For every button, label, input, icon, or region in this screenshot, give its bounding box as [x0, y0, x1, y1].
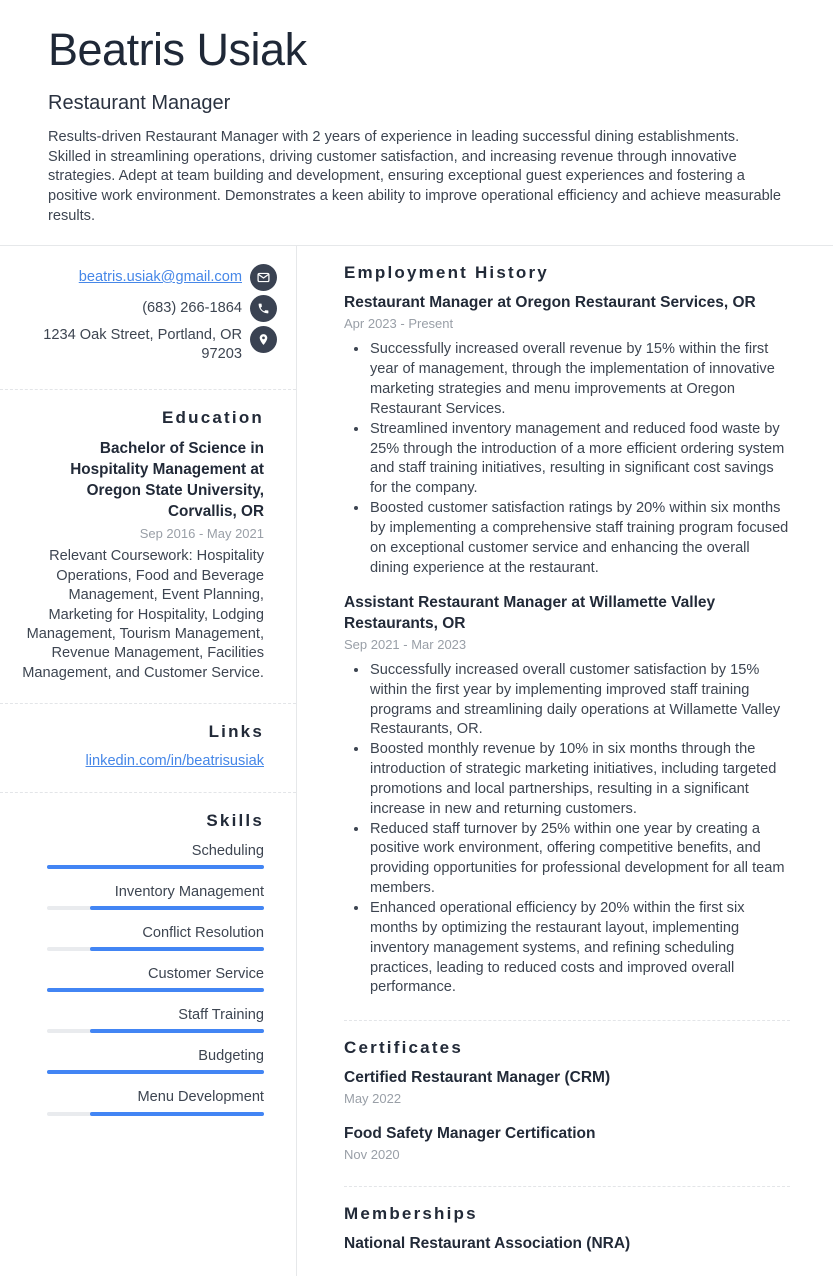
contact-section	[0, 246, 296, 390]
linkedin-link[interactable]: linkedin.com/in/beatrisusiak	[85, 753, 264, 770]
resume-header	[0, 0, 833, 245]
certificate-entry	[344, 1068, 790, 1108]
skill-item	[20, 1005, 264, 1033]
education-degree: Bachelor of Science in Hospitality Management at Oregon State University, Corvallis, OR	[70, 439, 264, 521]
skill-item	[20, 1046, 264, 1074]
skill-label: Staff Training	[178, 1007, 264, 1024]
employment-history-section	[344, 246, 790, 1021]
certificate-date: May 2022	[344, 1091, 402, 1107]
skill-label: Scheduling	[191, 842, 264, 859]
sidebar	[0, 246, 296, 1276]
job-title: Assistant Restaurant Manager at Willamette Valley Restaurants, OR	[344, 594, 716, 632]
skill-label: Budgeting	[198, 1048, 264, 1065]
job-bullet: • Reduced staff turnover by 25% within one year by creating a positive work environment, offering competitive benefits, and providing opportunities for professional development for all team members.	[369, 820, 790, 899]
certificate-entry	[344, 1124, 790, 1164]
email-icon	[250, 264, 277, 291]
phone-number: (683) 266-1864	[142, 299, 242, 316]
skill-label: Menu Development	[137, 1089, 264, 1106]
location-pin-icon	[250, 326, 277, 353]
certificates-section	[344, 1021, 790, 1187]
memberships-heading: Memberships	[344, 1203, 478, 1223]
contact-phone-row	[20, 295, 277, 322]
links-heading: Links	[208, 722, 264, 742]
skill-item	[20, 841, 264, 869]
skill-item	[20, 882, 264, 910]
membership-entry	[344, 1234, 790, 1254]
skill-item	[20, 964, 264, 992]
skill-label: Inventory Management	[114, 883, 264, 900]
job-bullet-list	[344, 340, 790, 578]
certificates-heading: Certificates	[344, 1038, 463, 1058]
skill-label: Customer Service	[148, 966, 264, 983]
links-section	[0, 704, 296, 792]
skill-bar	[47, 1029, 264, 1033]
certificate-title: Food Safety Manager Certification	[344, 1124, 596, 1142]
skill-bar	[47, 947, 264, 951]
skill-label: Conflict Resolution	[142, 924, 264, 941]
contact-email-row	[20, 264, 277, 291]
education-description: Relevant Coursework: Hospitality Operations, Food and Beverage Management, Event Planning, Marketing for Hospitality, Lodging Management, Tourism Management, Revenue Management, Facilities Management, and Customer Service.	[22, 548, 264, 681]
job-bullet: • Successfully increased overall revenue by 15% within the first year of management, through the implementation of innovative marketing strategies and menu improvements at Oregon Restaurant Services.	[369, 340, 790, 419]
job-bullet: • Streamlined inventory management and reduced food waste by 25% through the introduction of a more efficient ordering system and staff training initiatives, resulting in significant cost savings for the company.	[369, 420, 790, 499]
skill-item	[20, 923, 264, 951]
job-bullet: • Successfully increased overall customer satisfaction by 15% within the first year by implementing improved staff training programs and streamlining daily operations at Willamette Valley Restaurants, OR.	[369, 661, 790, 740]
skills-heading: Skills	[206, 810, 264, 830]
education-section	[0, 390, 296, 704]
skill-bar	[47, 865, 264, 869]
skill-bar	[47, 1112, 264, 1116]
candidate-job-title: Restaurant Manager	[48, 91, 231, 114]
job-bullet: • Boosted monthly revenue by 10% in six months through the introduction of strategic marketing initiatives, including targeted promotions and local partnerships, resulting in a significant increase in new and returning customers.	[369, 740, 790, 819]
skill-bar	[47, 988, 264, 992]
certificate-date: Nov 2020	[344, 1146, 400, 1162]
main-column	[296, 246, 833, 1276]
education-dates: Sep 2016 - May 2021	[139, 526, 264, 542]
job-dates: Apr 2023 - Present	[344, 316, 454, 332]
contact-address-row	[20, 326, 277, 365]
profile-summary: Results-driven Restaurant Manager with 2 years of experience in leading successful dining establishments. Skilled in streamlining operations, driving customer satisfaction, and increasing revenue through innovative strategies. Adept at team building and development, ensuring exceptional guest experiences and fostering a positive work environment. Demonstrates a keen ability to improve operational efficiency and achieve measurable results.	[48, 128, 782, 225]
skill-bar	[47, 1070, 264, 1074]
membership-title: National Restaurant Association (NRA)	[344, 1234, 631, 1252]
job-bullet: • Boosted customer satisfaction ratings by 20% within six months by implementing a comprehensive staff training program focused on exceptional customer service and enhancing the overall dining experience at the restaurant.	[369, 499, 790, 578]
candidate-name: Beatris Usiak	[48, 24, 307, 75]
employment-history-heading: Employment History	[344, 262, 549, 282]
skill-item	[20, 1087, 264, 1115]
job-entry	[344, 593, 790, 998]
job-entry	[344, 293, 790, 578]
job-dates: Sep 2021 - Mar 2023	[344, 636, 467, 652]
job-bullet-list	[344, 661, 790, 998]
job-title: Restaurant Manager at Oregon Restaurant Services, OR	[344, 293, 756, 311]
email-link[interactable]: beatris.usiak@gmail.com	[78, 268, 242, 285]
education-heading: Education	[162, 407, 264, 427]
skills-section	[0, 793, 296, 1149]
certificate-title: Certified Restaurant Manager (CRM)	[344, 1069, 611, 1087]
phone-icon	[250, 295, 277, 322]
memberships-section	[344, 1187, 790, 1276]
skill-bar	[47, 906, 264, 910]
address-text: 1234 Oak Street, Portland, OR 97203	[43, 326, 242, 363]
job-bullet: • Enhanced operational efficiency by 20% within the first six months by optimizing the restaurant layout, implementing inventory management systems, and refining scheduling practices, leading to reduced costs and improved overall performance.	[369, 899, 790, 998]
